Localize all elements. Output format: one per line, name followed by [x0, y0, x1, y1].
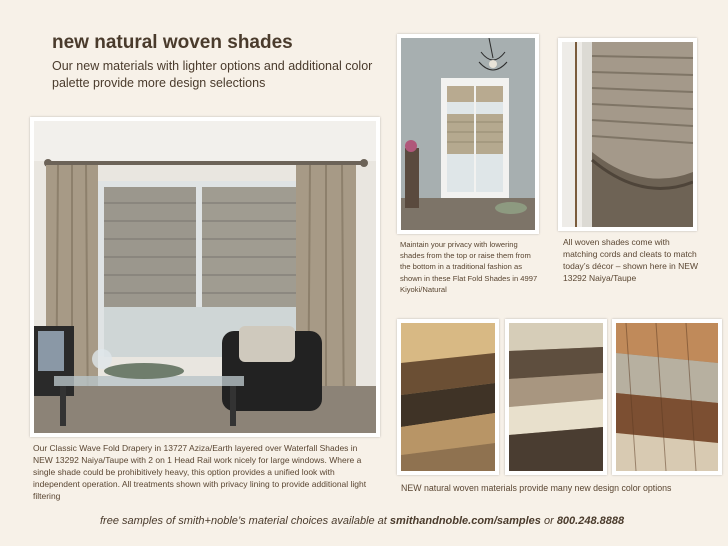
cord-closeup-caption: All woven shades come with matching cords and cleats to match today’s décor – shown here in NEW 13292 Naiya/Taupe — [563, 237, 698, 283]
swatches-caption: NEW natural woven materials provide many new design color options — [401, 483, 672, 493]
samples-link[interactable]: smithandnoble.com/samples — [389, 515, 541, 527]
living-room-caption: Our Classic Wave Fold Drapery in 13727 Aziza/Earth layered over Waterfall Shades in NEW 13292 Naiya/Taupe with 2 on 1 Head Rail work nicely for large windows. Where a single shade could be prohibitively heavy, this option provides a unified look with independent operation. All treatments shown with privacy lining to provide additional light filtering — [33, 443, 367, 501]
living-room-photo — [30, 117, 380, 437]
window-shade-caption: Maintain your privacy with lowering shades from the top or raise them from the bottom in a traditional fashion as shown in these Flat Fold Shades in 4997 Kiyoki/Natural — [400, 240, 538, 294]
window-shade-photo — [397, 34, 539, 234]
phone-number[interactable]: 800.248.8888 — [556, 515, 625, 527]
footer-samples-note — [100, 515, 624, 527]
shade-cord-closeup-photo — [558, 38, 697, 231]
material-swatch-photo — [612, 319, 722, 475]
material-swatch-photo — [397, 319, 499, 475]
material-swatch-photo — [505, 319, 607, 475]
page-title: new natural woven shades — [52, 32, 293, 53]
footer-lead-text: free samples of smith+noble’s material choices available at — [100, 515, 390, 527]
page-subtitle: Our new materials with lighter options and additional color palette provide more design selections — [52, 59, 373, 90]
footer-or-text: or — [540, 515, 557, 527]
